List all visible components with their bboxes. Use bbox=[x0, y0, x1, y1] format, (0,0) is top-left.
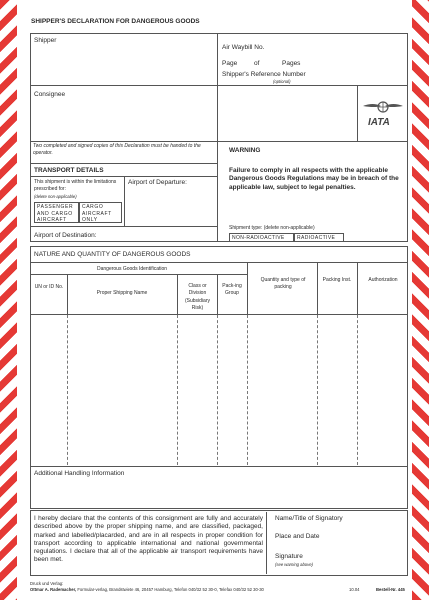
warning-title: WARNING bbox=[229, 147, 261, 154]
destination-label: Airport of Destination: bbox=[34, 232, 97, 239]
footer-publisher: Ottmar A. Rademacher, bbox=[30, 587, 77, 592]
signature-note: (see warning above) bbox=[275, 562, 313, 567]
footer-publisher-line bbox=[30, 587, 264, 592]
col-psn-header: Proper Shipping Name bbox=[96, 290, 148, 296]
footer-print-label: Druck und Verlag: bbox=[30, 581, 64, 586]
goods-entry-area[interactable] bbox=[31, 315, 407, 465]
limitations-text: This shipment is within the limitations prescribed for: bbox=[34, 179, 117, 192]
transport-title: TRANSPORT DETAILS bbox=[34, 167, 104, 174]
col-pg-header: Pack-ing Group bbox=[222, 283, 242, 297]
col-qty-header: Quantity and type of packing bbox=[260, 277, 306, 291]
signature-label: Signature bbox=[275, 553, 303, 560]
nature-title: NATURE AND QUANTITY OF DANGEROUS GOODS bbox=[34, 251, 191, 258]
footer-address: Formular-verlag, Brandstwiete 46, 20457 Hamburg, Telefon 040/32 52 30-0, Telefax 040/32 52 30-30 bbox=[77, 587, 264, 592]
col-auth-header: Authorization bbox=[368, 277, 398, 283]
dg-identification-label: Dangerous Goods Identification bbox=[97, 266, 168, 272]
warning-text: Failure to comply in all respects with the applicable Dangerous Goods Regulations may be in breach of the applicable law, subject to legal penalties. bbox=[229, 167, 399, 191]
delete-note: (delete non-applicable) bbox=[34, 194, 77, 199]
option-cargo-only[interactable]: CARGO AIRCRAFT ONLY bbox=[79, 202, 122, 223]
form-title: SHIPPER'S DECLARATION FOR DANGEROUS GOODS bbox=[31, 18, 200, 25]
reference-optional: (optional) bbox=[273, 79, 291, 84]
departure-label: Airport of Departure: bbox=[128, 179, 187, 186]
option-passenger-cargo[interactable]: PASSENGER AND CARGO AIRCRAFT bbox=[34, 202, 79, 223]
copies-note: Two completed and signed copies of this Declaration must be handed to the operator. bbox=[33, 143, 201, 156]
place-date-label: Place and Date bbox=[275, 533, 320, 540]
right-hazard-stripe bbox=[412, 0, 429, 600]
signatory-label: Name/Title of Signatory bbox=[275, 515, 343, 522]
footer-order-number: Bestell-Nr. 445 bbox=[376, 587, 405, 592]
reference-label: Shipper's Reference Number bbox=[222, 71, 306, 78]
type-non-radioactive[interactable]: NON-RADIOACTIVE bbox=[229, 233, 294, 242]
consignee-field[interactable] bbox=[31, 100, 216, 140]
left-hazard-stripe bbox=[0, 0, 17, 600]
iata-logo bbox=[361, 98, 405, 134]
awb-label: Air Waybill No. bbox=[222, 44, 265, 51]
footer-date: 10.04 bbox=[349, 587, 360, 592]
shipper-field[interactable] bbox=[31, 46, 216, 84]
shipment-type-label: Shipment type: (delete non-applicable) bbox=[229, 225, 315, 231]
consignee-label: Consignee bbox=[34, 91, 66, 98]
of-label: of bbox=[254, 60, 260, 67]
col-pi-header: Packing Inst. bbox=[322, 277, 352, 283]
shipper-label: Shipper bbox=[34, 37, 57, 44]
handling-field[interactable] bbox=[31, 479, 407, 507]
col-class-header: Class or Division (Subsidiary Risk) bbox=[184, 283, 210, 311]
iata-text: IATA bbox=[368, 117, 390, 128]
type-radioactive[interactable]: RADIOACTIVE bbox=[294, 233, 344, 242]
globe-wings-icon bbox=[361, 98, 405, 118]
declaration-text: I hereby declare that the contents of this consignment are fully and accurately described above by the proper shipping name, and are classified, packaged, marked and labelled/placarded, and are in all respects in proper condition for transport according to applicable international and national governmental regulations. I declare that all of the applicable air transport requirements have been met. bbox=[34, 515, 263, 564]
handling-label: Additional Handling Information bbox=[34, 470, 125, 477]
pages-label: Pages bbox=[282, 60, 301, 67]
page-label: Page bbox=[222, 60, 238, 67]
col-un-header: UN or ID No. bbox=[34, 284, 64, 290]
